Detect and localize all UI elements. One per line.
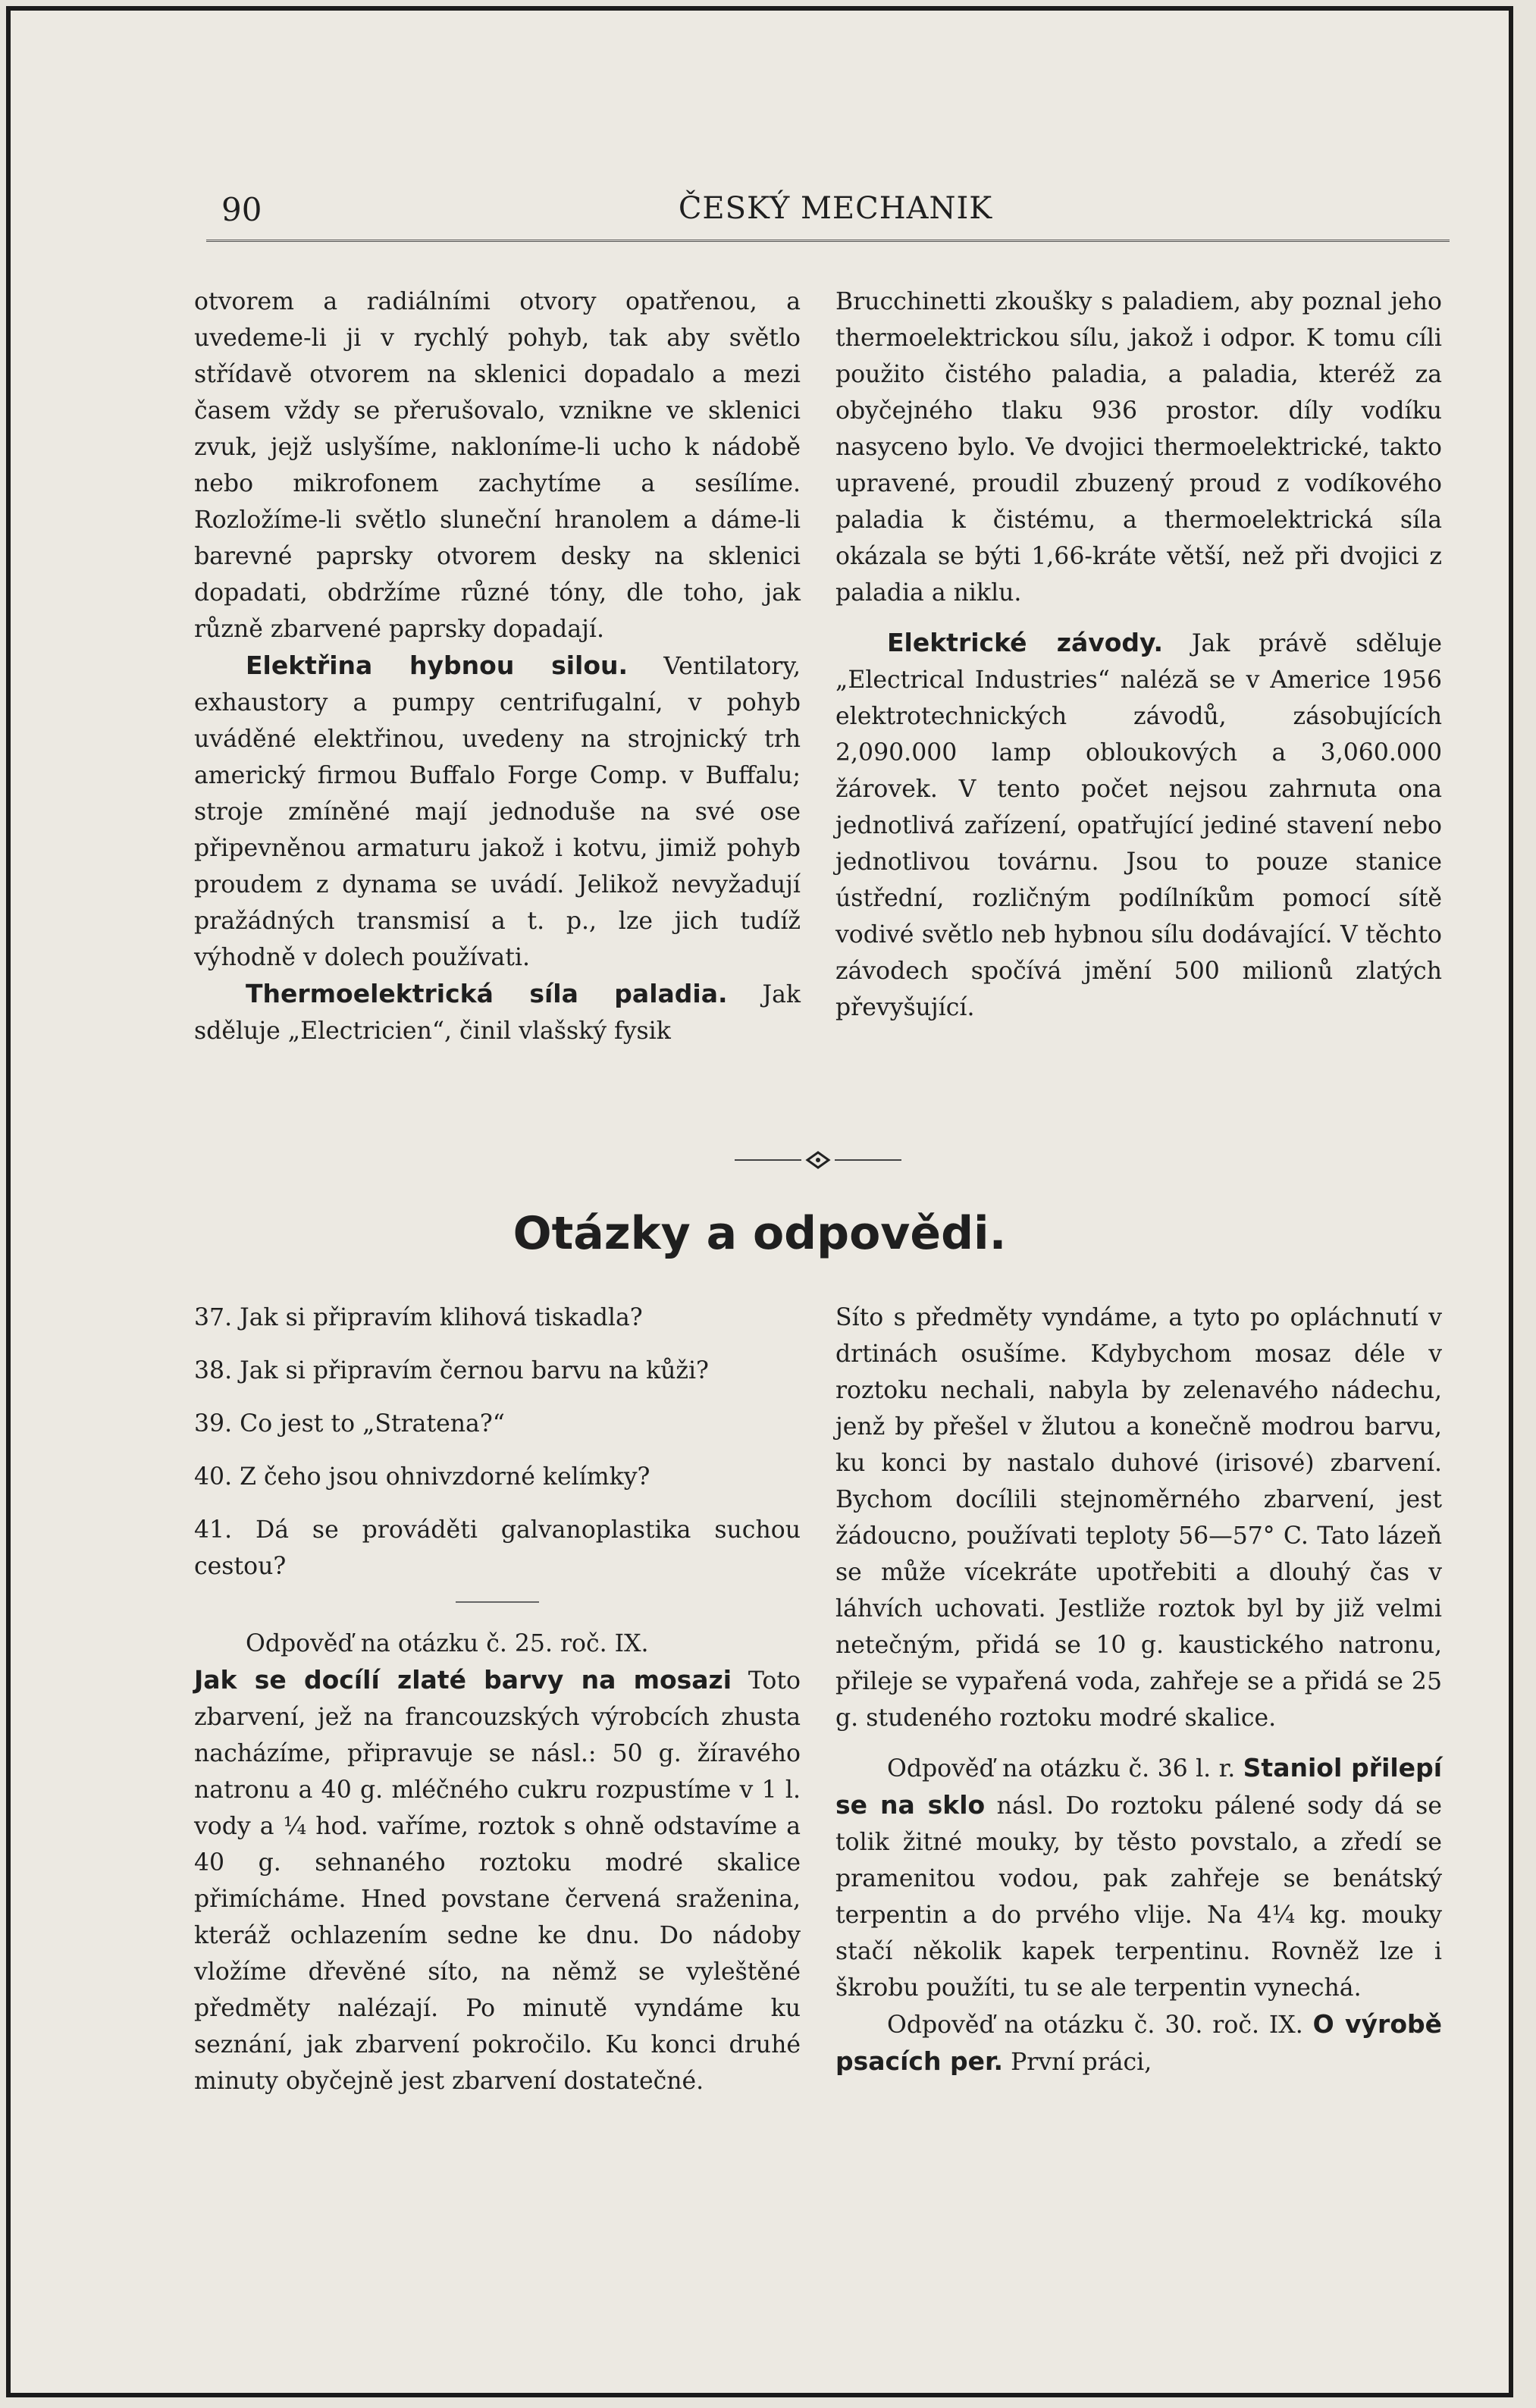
page-number: 90 <box>221 191 262 228</box>
article-text: Jak sděluje „Electricien“, činil vlašský fysik <box>194 981 801 1045</box>
article-text: Jak právě sděluje „Electrical Industries“ naléză se v Americe 1956 elektrotechnických závodů, zásobujících 2,090.000 lamp obloukových a 3,060.000 žárovek. V tento počet nejsou zahrnuta ona jednotlivá zařízení, opatřující jediné stavení nebo jednotlivou továrnu. Jsou to pouze stanice ústřední, rozličným podílníkům pomocí sítě vodivé světlo neb hybnou sílu dodávající. V těchto závodech spočívá jmění 500 milionů zlatých převyšující. <box>835 630 1442 1021</box>
question-item: 40. Z čeho jsou ohnivzdorné kelímky? <box>194 1463 650 1491</box>
answer-heading: Jak se docílí zlaté barvy na mosazi <box>194 1665 732 1695</box>
article-zavody <box>835 625 1442 1026</box>
top-left-column <box>194 284 801 1049</box>
article-heading: Elektrické závody. <box>887 628 1164 657</box>
answer-intro: Odpověď na otázku č. 25. roč. IX. <box>246 1630 649 1657</box>
paragraph: Brucchinetti zkoušky s paladiem, aby poznal jeho thermoelektrickou sílu, jakož i odpor. K tomu cíli použito čistého paladia, a paladia, kteréž za obyčejného tlaku 936 prostor. díly vodíku nasyceno bylo. Ve dvojici thermoelektrické, takto upravené, proudil zbuzený proud z vodíkového paladia k čistému, a thermoelektrická síla okázala se býti 1,66-kráte větší, než při dvojici z paladia a niklu. <box>835 288 1442 607</box>
answer-lead: Odpověď na otázku č. 36 l. r. <box>887 1755 1243 1782</box>
article-heading: Elektřina hybnou silou. <box>246 651 629 680</box>
paragraph: Síto s předměty vyndáme, a tyto po opláchnutí v drtinách osušíme. Kdybychom mosaz déle v roztoku nechali, nabyla by zelenavého nádechu, jenž by přešel v žlutou a konečně modrou barvu, ku konci by nastalo duhové (irisové) zbarvení. Bychom docílili stejnoměrného zbarvení, jest žádoucno, používati teploty 56—57° C. Tato lázeň se může vícekráte upotřebiti a dlouhý čas v láhvích uchovati. Jestliže roztok byl by již velmi netečným, přidá se 10 g. kaustického natronu, přileje se vypařená voda, zahřeje se a přidá se 25 g. studeného roztoku modré skalice. <box>835 1304 1442 1732</box>
page <box>6 6 1513 2397</box>
question-item: 38. Jak si připravím černou barvu na kůži? <box>194 1357 709 1384</box>
page-header <box>221 187 1450 240</box>
answer-text: násl. Do roztoku pálené sody dá se tolik žitné mouky, by těsto povstalo, a zředí se pramenitou vodou, pak zahřeje se benátský terpentin a do prvého vlije. Na 4¼ kg. mouky stačí několik kapek terpentinu. Rovněž lze i škrobu použíti, tu se ale terpentin vynechá. <box>835 1792 1442 2002</box>
answer-lead: Odpověď na otázku č. 30. roč. IX. <box>887 2011 1313 2039</box>
article-elektrina <box>194 647 801 976</box>
top-right-column <box>835 284 1442 1026</box>
header-rule <box>206 240 1450 242</box>
answer-heading: Staniol přilepí se na sklo <box>835 1753 1443 1820</box>
separator-rule <box>456 1601 539 1603</box>
answer-text: První práci, <box>1003 2049 1152 2076</box>
article-text: Ventilatory, exhaustory a pumpy centrifugalní, v pohyb uváděné elektřinou, uvedeny na strojnický trh americký firmou Buffalo Forge Comp. v Buffalu; stroje zmíněné mají jednoduše na své ose připevněnou armaturu jakož i kotvu, jimiž pohyb proudem z dynama se uvádí. Jelikož nevyžadují pražádných transmisí a t. p., lze jich tudíž výhodně v dolech používati. <box>194 653 801 971</box>
article-thermo <box>194 976 801 1049</box>
answer-heading: O výrobě psacích per. <box>835 2009 1443 2076</box>
answer-staniol <box>835 1750 1442 2006</box>
question-item: 39. Co jest to „Stratena?“ <box>194 1410 505 1438</box>
bottom-left-column <box>194 1300 801 2099</box>
bottom-right-column <box>835 1300 1442 2080</box>
answer-pera <box>835 2006 1442 2080</box>
ornament-divider <box>735 1145 901 1175</box>
answer-mosaz <box>194 1662 801 2099</box>
question-item: 41. Dá se prováděti galvanoplastika suchou cestou? <box>194 1516 801 1580</box>
section-title: Otázky a odpovědi. <box>513 1207 1007 1260</box>
question-item: 37. Jak si připravím klihová tiskadla? <box>194 1304 643 1331</box>
article-heading: Thermoelektrická síla paladia. <box>246 979 728 1008</box>
answer-text: Toto zbarvení, jež na francouzských výrobcích zhusta nacházíme, připravuje se násl.: 50 g. žíravého natronu a 40 g. mléčného cukru rozpustíme v 1 l. vody a ¼ hod. vaříme, roztok s ohně odstavíme a 40 g. sehnaného roztoku modré skalice přimícháme. Hned povstane červená sraženina, kteráž ochlazením sedne ke dnu. Do nádoby vložíme dřevěné síto, na němž se vyleštěné předměty nalézají. Po minutě vyndáme ku seznání, jak zbarvení pokročilo. Ku konci druhé minuty obyčejně jest zbarvení dostatečné. <box>194 1667 801 2095</box>
paragraph: otvorem a radiálními otvory opatřenou, a uvedeme-li ji v rychlý pohyb, tak aby světlo střídavě otvorem na sklenici dopadalo a mezi časem vždy se přerušovalo, vznikne ve sklenici zvuk, jejž uslyšíme, nakloníme-li ucho k nádobě nebo mikrofonem zachytíme a sesílíme. Rozložíme-li světlo sluneční hranolem a dáme-li barevné paprsky otvorem desky na sklenici dopadati, obdržíme různé tóny, dle toho, jak různě zbarvené paprsky dopadají. <box>194 288 801 643</box>
running-title: ČESKÝ MECHANIK <box>678 191 993 226</box>
